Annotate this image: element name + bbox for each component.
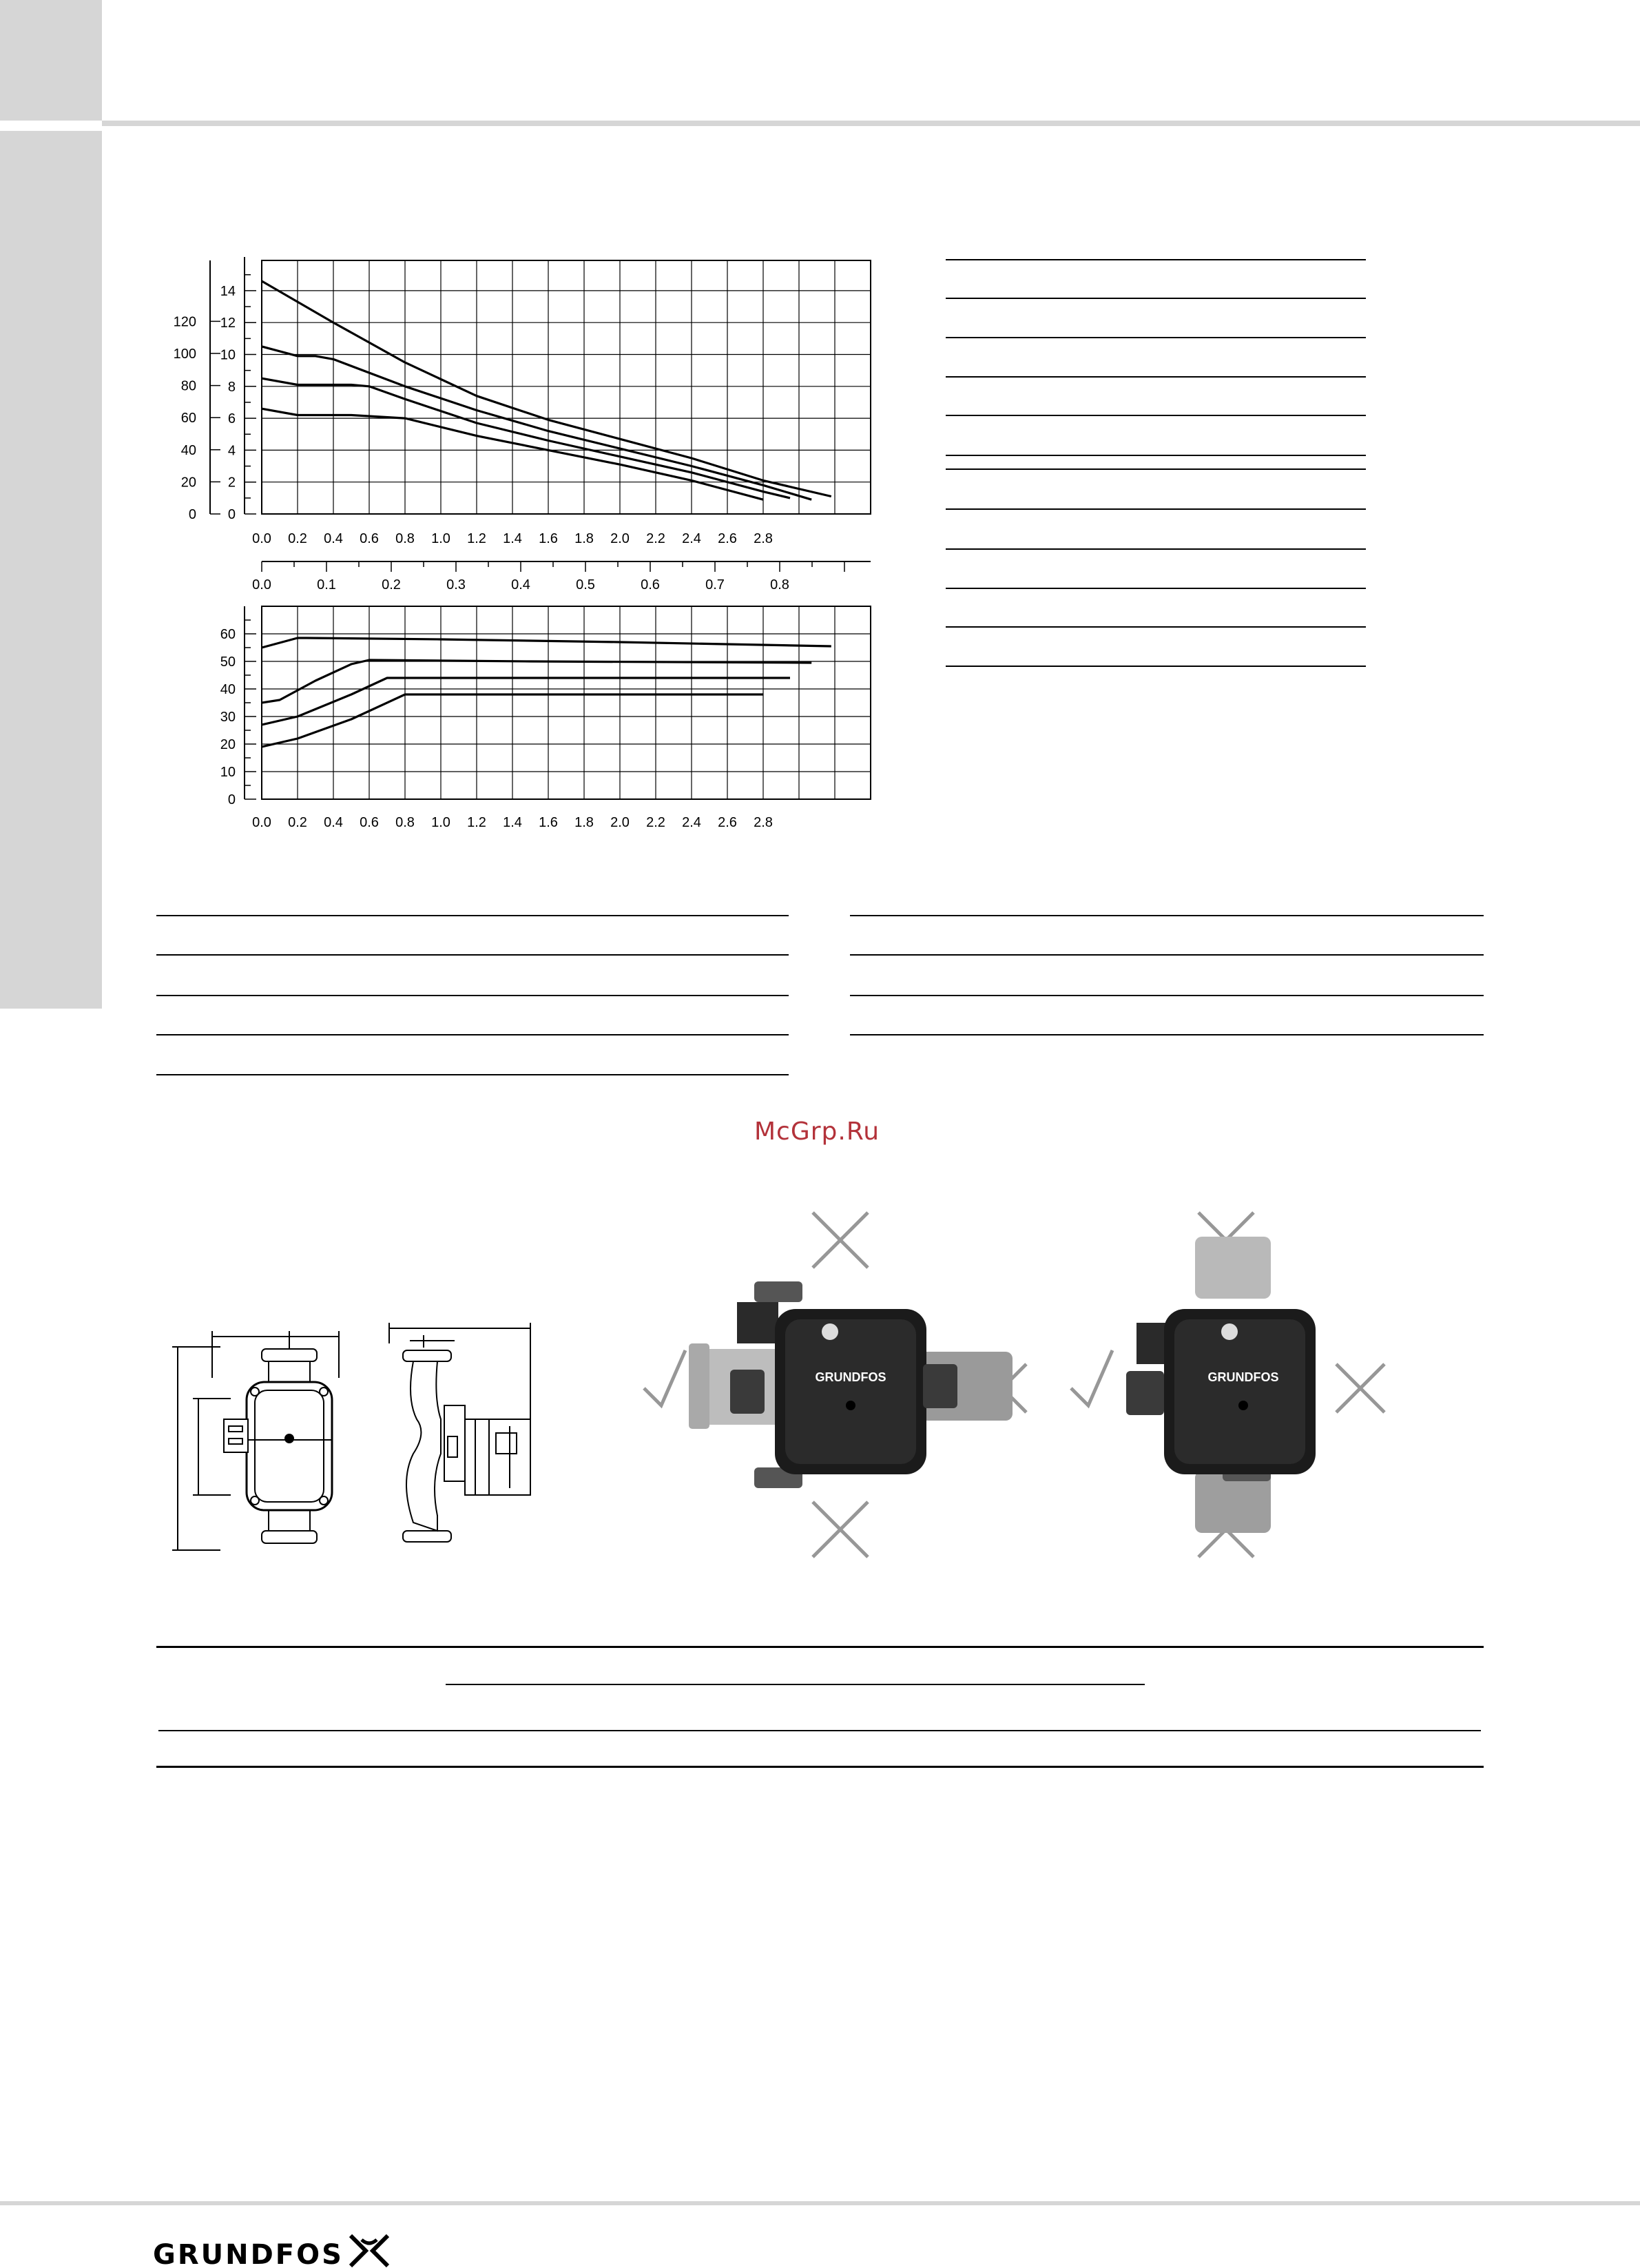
table-rule	[946, 508, 1366, 510]
flow-secondary-tick-label: 0.5	[576, 577, 595, 592]
flow-x-tick-label: 1.6	[539, 531, 558, 546]
installation-positions-photo-1	[620, 1199, 1047, 1571]
power-chart-curves	[262, 638, 831, 747]
table-rule	[946, 259, 1366, 260]
head-curve-curve-3	[262, 378, 790, 498]
flow-secondary-tick-label: 0.8	[770, 577, 789, 592]
table-rule	[946, 415, 1366, 416]
power-x-tick-label: 2.0	[610, 815, 630, 830]
head-y-tick-label: 10	[220, 347, 236, 363]
flow-x-tick-label: 2.8	[754, 531, 773, 546]
table-rule	[850, 954, 1484, 956]
head-y-tick-label: 6	[227, 411, 236, 427]
power-x-tick-label: 1.2	[467, 815, 486, 830]
table-rule	[946, 298, 1366, 299]
logo-x-icon	[348, 2233, 391, 2268]
flow-x-tick-label: 0.0	[252, 531, 271, 546]
flow-x-tick-label: 1.0	[431, 531, 450, 546]
kpa-y-tick-label: 120	[173, 314, 196, 330]
pump-brand-label-1: GRUNDFOS	[815, 1370, 886, 1384]
power-x-tick-label: 0.8	[395, 815, 415, 830]
head-curve-curve-2	[262, 347, 811, 499]
flow-secondary-tick-label: 0.6	[641, 577, 660, 592]
flow-secondary-tick-label: 0.1	[317, 577, 336, 592]
kpa-y-tick-label: 40	[180, 442, 196, 458]
head-y-tick-label: 0	[227, 507, 236, 522]
power-x-tick-label: 0.0	[252, 815, 271, 830]
power-x-tick-label: 1.8	[574, 815, 594, 830]
table-rule	[946, 337, 1366, 338]
head-chart-labels	[174, 284, 789, 592]
head-y-tick-label: 2	[227, 475, 236, 491]
table-rule	[156, 1646, 1484, 1648]
kpa-y-tick-label: 20	[180, 475, 196, 491]
table-rule	[156, 1034, 789, 1035]
power-chart-grid	[245, 606, 871, 799]
flow-x-tick-label: 0.6	[360, 531, 379, 546]
kpa-y-tick-label: 0	[188, 507, 196, 522]
table-rule	[946, 666, 1366, 667]
flow-x-tick-label: 2.0	[610, 531, 630, 546]
power-x-tick-label: 2.8	[754, 815, 773, 830]
table-rule	[156, 954, 789, 956]
power-chart-frame	[262, 606, 871, 799]
table-rule	[946, 468, 1366, 470]
table-rule	[946, 455, 1366, 456]
table-rule	[850, 915, 1484, 916]
flow-secondary-axis	[262, 561, 871, 572]
table-rule	[156, 915, 789, 916]
flow-x-tick-label: 0.8	[395, 531, 415, 546]
flow-secondary-tick-label: 0.3	[446, 577, 466, 592]
power-y-tick-label: 50	[220, 654, 236, 670]
flow-secondary-tick-label: 0.2	[382, 577, 401, 592]
power-curve-power-1	[262, 638, 831, 648]
table-rule	[446, 1684, 1145, 1685]
table-rule	[156, 995, 789, 996]
table-rule	[158, 1730, 1481, 1731]
flow-x-tick-label: 1.8	[574, 531, 594, 546]
table-rule	[850, 1034, 1484, 1035]
flow-x-tick-label: 0.2	[288, 531, 307, 546]
head-chart-frame	[262, 260, 871, 514]
flow-x-tick-label: 0.4	[324, 531, 343, 546]
footer-rule	[0, 2201, 1640, 2205]
flow-x-tick-label: 1.2	[467, 531, 486, 546]
power-x-tick-label: 2.6	[718, 815, 737, 830]
flow-secondary-tick-label: 0.7	[705, 577, 725, 592]
head-y-tick-label: 4	[227, 443, 236, 459]
watermark: McGrp.Ru	[754, 1117, 880, 1146]
flow-secondary-tick-label: 0.4	[511, 577, 530, 592]
kpa-y-tick-label: 80	[180, 378, 196, 394]
power-x-tick-label: 2.4	[682, 815, 701, 830]
power-x-tick-label: 0.6	[360, 815, 379, 830]
power-x-tick-label: 0.4	[324, 815, 343, 830]
power-x-tick-label: 2.2	[646, 815, 665, 830]
head-curve-curve-1	[262, 281, 831, 497]
head-y-tick-label: 8	[227, 379, 236, 395]
table-rule	[946, 588, 1366, 589]
flow-x-tick-label: 2.2	[646, 531, 665, 546]
power-y-tick-label: 10	[220, 765, 236, 780]
table-rule	[946, 626, 1366, 628]
power-y-tick-label: 60	[220, 627, 236, 642]
table-rule	[946, 548, 1366, 550]
head-y-tick-label: 12	[220, 316, 236, 331]
power-y-tick-label: 0	[227, 792, 236, 807]
performance-charts	[0, 0, 895, 847]
power-x-tick-label: 0.2	[288, 815, 307, 830]
flow-x-tick-label: 2.6	[718, 531, 737, 546]
power-x-tick-label: 1.4	[503, 815, 522, 830]
table-rule	[156, 1074, 789, 1075]
power-y-tick-label: 40	[220, 682, 236, 697]
pump-brand-label-2: GRUNDFOS	[1207, 1370, 1279, 1384]
head-chart-curves	[262, 281, 831, 499]
power-y-tick-label: 20	[220, 737, 236, 752]
table-rule	[946, 376, 1366, 378]
table-rule	[156, 1766, 1484, 1768]
installation-positions-photo-2	[1047, 1199, 1419, 1571]
dimension-drawing	[165, 1316, 551, 1564]
power-x-tick-label: 1.0	[431, 815, 450, 830]
flow-secondary-tick-label: 0.0	[252, 577, 271, 592]
footer-logo	[153, 2234, 391, 2268]
power-curve-power-3	[262, 678, 790, 725]
head-y-tick-label: 14	[220, 283, 236, 299]
logo-text: GRUNDFOS	[153, 2239, 344, 2268]
power-x-tick-label: 1.6	[539, 815, 558, 830]
flow-x-tick-label: 2.4	[682, 531, 701, 546]
flow-x-tick-label: 1.4	[503, 531, 522, 546]
kpa-y-tick-label: 60	[180, 411, 196, 426]
kpa-y-tick-label: 100	[173, 347, 196, 362]
power-y-tick-label: 30	[220, 710, 236, 725]
table-rule	[850, 995, 1484, 996]
